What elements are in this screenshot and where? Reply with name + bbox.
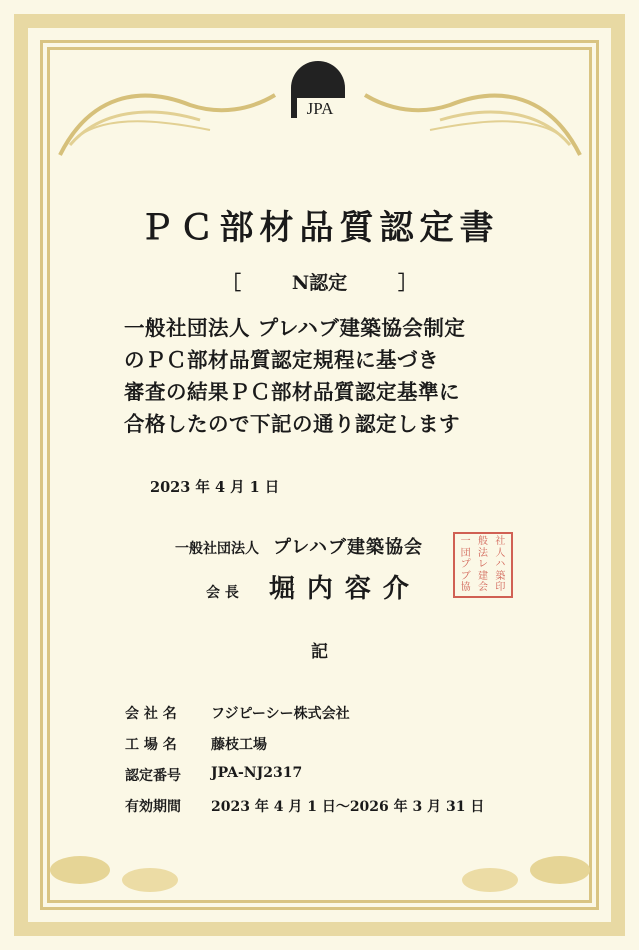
detail-row bbox=[125, 765, 484, 796]
svg-text:JPA: JPA bbox=[306, 99, 334, 118]
phoenix-left-ornament bbox=[50, 75, 280, 165]
statement-line: 合格したので下記の通り認定します bbox=[124, 412, 460, 436]
grade-label: N認定 bbox=[291, 272, 348, 294]
foliage-bottom-ornament bbox=[40, 830, 599, 910]
detail-label: 有効期間 bbox=[125, 799, 181, 815]
certification-details bbox=[125, 703, 484, 827]
certification-grade bbox=[222, 268, 417, 295]
statement-line: 審査の結果ＰＣ部材品質認定基準に bbox=[124, 380, 460, 404]
statement-line: 一般社団法人 プレハブ建築協会制定 bbox=[124, 316, 466, 340]
president-title: 会 長 bbox=[206, 585, 239, 601]
detail-label: 工 場 名 bbox=[125, 737, 177, 753]
statement-line: のＰＣ部材品質認定規程に基づき bbox=[124, 348, 439, 372]
president-signature bbox=[206, 568, 421, 605]
phoenix-right-ornament bbox=[360, 75, 590, 165]
issuing-organization bbox=[175, 533, 423, 559]
detail-label: 認定番号 bbox=[125, 768, 181, 784]
org-prefix: 一般社団法人 bbox=[175, 541, 259, 557]
detail-value: フジピーシー株式会社 bbox=[211, 706, 350, 722]
detail-row bbox=[125, 796, 484, 827]
org-name: プレハブ建築協会 bbox=[273, 537, 424, 558]
detail-value: 藤枝工場 bbox=[211, 737, 267, 753]
grade-close-bracket: ］ bbox=[397, 272, 417, 294]
detail-value: 2023 年 4 月 1 日～2026 年 3 月 31 日 bbox=[211, 799, 485, 815]
detail-value: JPA-NJ2317 bbox=[211, 765, 303, 781]
certificate-statement bbox=[124, 312, 524, 440]
detail-row bbox=[125, 734, 484, 765]
issue-date: 2023 年 4 月 1 日 bbox=[150, 479, 280, 496]
detail-label: 会 社 名 bbox=[125, 706, 177, 722]
grade-open-bracket: ［ bbox=[222, 272, 242, 294]
president-name: 堀内容介 bbox=[268, 574, 421, 604]
detail-row bbox=[125, 703, 484, 734]
certificate-title: ＰＣ部材品質認定書 bbox=[139, 208, 500, 248]
official-seal-stamp: 一 般 社 団 法 人 プ レ ハ ブ 建 築 協 会 印 bbox=[453, 532, 513, 598]
ki-heading: 記 bbox=[311, 642, 328, 662]
jpa-logo bbox=[283, 60, 353, 122]
